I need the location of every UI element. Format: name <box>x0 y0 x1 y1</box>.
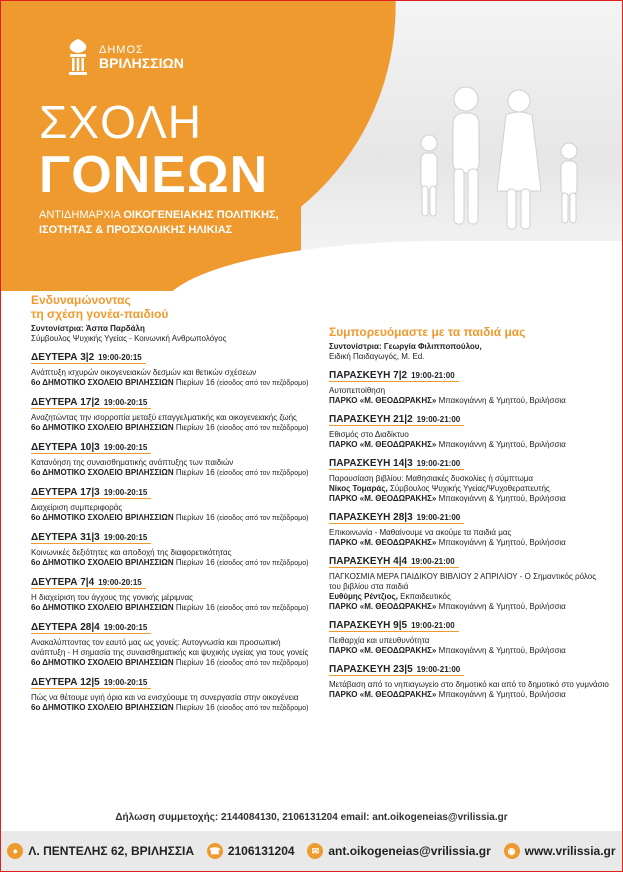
event-time: 19:00-20:15 <box>103 623 148 632</box>
event-description <box>329 572 609 602</box>
event-date <box>31 442 151 454</box>
event-time: 19:00-21:00 <box>411 621 455 630</box>
event-item <box>31 397 311 434</box>
location-name: 6ο ΔΗΜΟΤΙΚΟ ΣΧΟΛΕΙΟ ΒΡΙΛΗΣΣΙΩΝ <box>31 558 174 567</box>
phone-text: 2106131204 <box>227 844 295 858</box>
location-address: Μπακογιάννη & Υμηττού, Βριλήσσια <box>438 690 566 699</box>
event-day: ΔΕΥΤΕΡΑ 10|3 <box>31 442 100 453</box>
event-location <box>329 690 609 700</box>
event-day: ΔΕΥΤΕΡΑ 3|2 <box>31 352 95 363</box>
event-location <box>31 603 311 614</box>
location-address: Μπακογιάννη & Υμηττού, Βριλήσσια <box>438 396 566 405</box>
event-date <box>31 487 151 499</box>
event-time: 19:00-21:00 <box>416 513 461 522</box>
event-location <box>31 378 311 389</box>
event-day: ΠΑΡΑΣΚΕΥΗ 21|2 <box>329 414 413 425</box>
event-time: 19:00-20:15 <box>103 488 148 497</box>
event-location <box>31 658 311 669</box>
event-item <box>329 370 609 406</box>
left-title-line2: τη σχέση γονέα-παιδιού <box>31 307 169 321</box>
title-line2: ΓΟΝΕΩΝ <box>39 146 269 204</box>
event-item <box>31 622 311 669</box>
event-time: 19:00-20:15 <box>103 678 148 687</box>
location-note: (είσοδος από τον πεζόδρομο) <box>216 380 309 387</box>
event-location <box>329 494 609 504</box>
event-description <box>31 368 311 378</box>
event-date <box>31 677 151 689</box>
location-name: ΠΑΡΚΟ «Μ. ΘΕΟΔΩΡΑΚΗΣ» <box>329 646 437 655</box>
event-description <box>31 548 311 558</box>
event-item <box>329 458 609 504</box>
location-name: 6ο ΔΗΜΟΤΙΚΟ ΣΧΟΛΕΙΟ ΒΡΙΛΗΣΣΙΩΝ <box>31 378 174 387</box>
coord-role: Σύμβουλος Ψυχικής Υγείας - Κοινωνική Ανθρωπολόγος <box>31 334 227 343</box>
footer-email[interactable] <box>307 843 490 859</box>
phone-icon: ☎ <box>207 843 223 859</box>
event-speaker <box>329 484 609 494</box>
event-location <box>31 468 311 479</box>
event-description <box>31 593 311 603</box>
event-time: 19:00-20:15 <box>103 398 148 407</box>
event-day: ΔΕΥΤΕΡΑ 28|4 <box>31 622 100 633</box>
event-day: ΔΕΥΤΕΡΑ 17|3 <box>31 487 100 498</box>
event-day: ΠΑΡΑΣΚΕΥΗ 28|3 <box>329 512 413 523</box>
location-note: (είσοδος από τον πεζόδρομο) <box>216 560 309 567</box>
column-emblem-icon <box>63 37 93 77</box>
address-text: Λ. ΠΕΝΤΕΛΗΣ 62, ΒΡΙΛΗΣΣΙΑ <box>28 844 195 858</box>
coord-label: Συντονίστρια: <box>329 342 382 351</box>
left-event-list <box>31 352 311 714</box>
location-address: Πιερίων 16 <box>175 513 215 522</box>
coord-label: Συντονίστρια: <box>31 324 84 333</box>
event-location <box>31 703 311 714</box>
event-location <box>31 423 311 434</box>
event-item <box>329 664 609 700</box>
event-desc-text: Κατανόηση της συναισθηματικής ανάπτυξης των παιδιών <box>31 458 234 467</box>
event-date <box>31 532 151 544</box>
envelope-icon: ✉ <box>307 843 323 859</box>
event-desc-text: Ανακαλύπτοντας τον εαυτό μας ως γονείς: Αυτογνωσία και προσωπική ανάπτυξη - Η σημασία της συναισθηματικής και ψυχικής υγείας για τους γονείς <box>31 638 309 657</box>
location-note: (είσοδος από τον πεζόδρομο) <box>216 425 309 432</box>
event-description <box>329 680 609 690</box>
event-time: 19:00-21:00 <box>416 415 461 424</box>
location-note: (είσοδος από τον πεζόδρομο) <box>216 705 309 712</box>
location-address: Μπακογιάννη & Υμηττού, Βριλήσσια <box>438 646 566 655</box>
subtitle-bold1: ΟΙΚΟΓΕΝΕΙΑΚΗΣ ΠΟΛΙΤΙΚΗΣ, <box>123 209 279 221</box>
event-desc-text: Πώς να θέτουμε υγιή όρια και να ενισχύουμε τη συνεργασία στην οικογένεια <box>31 693 299 702</box>
location-address: Μπακογιάννη & Υμηττού, Βριλήσσια <box>438 494 566 503</box>
event-date <box>31 352 146 364</box>
location-name: 6ο ΔΗΜΟΤΙΚΟ ΣΧΟΛΕΙΟ ΒΡΙΛΗΣΣΙΩΝ <box>31 703 174 712</box>
event-day: ΔΕΥΤΕΡΑ 7|4 <box>31 577 95 588</box>
event-location <box>31 513 311 524</box>
location-address: Μπακογιάννη & Υμηττού, Βριλήσσια <box>438 538 566 547</box>
location-name: 6ο ΔΗΜΟΤΙΚΟ ΣΧΟΛΕΙΟ ΒΡΙΛΗΣΣΙΩΝ <box>31 603 174 612</box>
left-section-title <box>31 293 311 321</box>
event-date <box>31 577 146 589</box>
location-name: 6ο ΔΗΜΟΤΙΚΟ ΣΧΟΛΕΙΟ ΒΡΙΛΗΣΣΙΩΝ <box>31 468 174 477</box>
speaker-name: Ευθύμης Ρέντζιος, <box>329 592 398 601</box>
location-note: (είσοδος από τον πεζόδρομο) <box>216 605 309 612</box>
logo-line2: ΒΡΙΛΗΣΣΙΩΝ <box>99 54 184 71</box>
left-title-line1: Ενδυναμώνοντας <box>31 293 131 307</box>
event-time: 19:00-20:15 <box>103 533 148 542</box>
event-desc-text: Αναζητώντας την ισορροπία μεταξύ επαγγελματικής και οικογενειακής ζωής <box>31 413 297 422</box>
speaker-role: Εκπαιδευτικός <box>400 592 451 601</box>
location-address: Μπακογιάννη & Υμηττού, Βριλήσσια <box>438 602 566 611</box>
event-desc-text: Μετάβαση από το νηπιαγωγείο στο δημοτικό και από το δημοτικό στο γυμνάσιο <box>329 680 609 689</box>
event-description <box>31 458 311 468</box>
event-day: ΔΕΥΤΕΡΑ 12|5 <box>31 677 100 688</box>
location-pin-icon: ● <box>7 843 23 859</box>
hero-banner <box>1 1 622 291</box>
location-note: (είσοδος από τον πεζόδρομο) <box>216 515 309 522</box>
event-location <box>329 538 609 548</box>
event-desc-text: Πειθαρχία και υπευθυνότητα <box>329 636 430 645</box>
event-speaker <box>329 592 609 602</box>
location-name: ΠΑΡΚΟ «Μ. ΘΕΟΔΩΡΑΚΗΣ» <box>329 440 437 449</box>
event-description <box>31 638 311 658</box>
event-item <box>329 556 609 612</box>
footer-address <box>7 843 194 859</box>
event-date <box>329 620 459 632</box>
event-time: 19:00-20:15 <box>98 353 142 362</box>
event-item <box>31 577 311 614</box>
left-coordinator <box>31 324 311 344</box>
right-section-title: Συμπορευόμαστε με τα παιδιά μας <box>329 325 526 339</box>
location-note: (είσοδος από τον πεζόδρομο) <box>216 470 309 477</box>
event-time: 19:00-20:15 <box>103 443 148 452</box>
coord-name: Άσπα Παρδάλη <box>85 324 145 333</box>
footer-website[interactable] <box>504 843 616 859</box>
speaker-role: Σύμβουλος Ψυχικής Υγείας/Ψυχοθεραπευτής <box>389 484 550 493</box>
location-name: ΠΑΡΚΟ «Μ. ΘΕΟΔΩΡΑΚΗΣ» <box>329 396 437 405</box>
logo-line1: ΔΗΜΟΣ <box>99 43 144 56</box>
event-date <box>329 664 464 676</box>
event-item <box>31 532 311 569</box>
subtitle <box>39 208 279 238</box>
location-address: Μπακογιάννη & Υμηττού, Βριλήσσια <box>438 440 566 449</box>
footer-bar <box>1 831 622 871</box>
event-item <box>329 620 609 656</box>
event-day: ΠΑΡΑΣΚΕΥΗ 4|4 <box>329 556 408 567</box>
event-location <box>329 440 609 450</box>
event-description <box>31 413 311 423</box>
location-name: 6ο ΔΗΜΟΤΙΚΟ ΣΧΟΛΕΙΟ ΒΡΙΛΗΣΣΙΩΝ <box>31 423 174 432</box>
event-description <box>329 528 609 538</box>
event-time: 19:00-21:00 <box>416 665 461 674</box>
location-address: Πιερίων 16 <box>175 378 215 387</box>
event-time: 19:00-20:15 <box>98 578 142 587</box>
location-note: (είσοδος από τον πεζόδρομο) <box>216 660 309 667</box>
email-text[interactable]: ant.oikogeneias@vrilissia.gr <box>328 844 491 858</box>
right-column <box>329 325 609 700</box>
event-day: ΠΑΡΑΣΚΕΥΗ 14|3 <box>329 458 413 469</box>
event-desc-text: Διαχείριση συμπεριφοράς <box>31 503 123 512</box>
left-column <box>31 293 311 714</box>
event-item <box>329 512 609 548</box>
title-line1: ΣΧΟΛΗ <box>39 96 203 148</box>
event-item <box>31 677 311 714</box>
event-item <box>31 442 311 479</box>
speaker-name: Νίκος Τομαράς, <box>329 484 388 493</box>
event-day: ΠΑΡΑΣΚΕΥΗ 9|5 <box>329 620 408 631</box>
coord-name: Γεωργία Φιλιπποπούλου, <box>383 342 482 351</box>
event-date <box>31 397 151 409</box>
event-desc-text: Ανάπτυξη ισχυρών οικογενειακών δεσμών και θετικών σχέσεων <box>31 368 257 377</box>
event-date <box>329 512 464 524</box>
location-name: ΠΑΡΚΟ «Μ. ΘΕΟΔΩΡΑΚΗΣ» <box>329 602 437 611</box>
event-time: 19:00-21:00 <box>416 459 461 468</box>
event-desc-text: Η διαχείριση του άγχους της γονικής μέριμνας <box>31 593 193 602</box>
location-name: 6ο ΔΗΜΟΤΙΚΟ ΣΧΟΛΕΙΟ ΒΡΙΛΗΣΣΙΩΝ <box>31 513 174 522</box>
event-desc-text: Εθισμός στο Διαδίκτυο <box>329 430 409 439</box>
event-desc-text: Κοινωνικές δεξιότητες και αποδοχή της διαφορετικότητας <box>31 548 232 557</box>
event-description <box>329 386 609 396</box>
event-location <box>329 396 609 406</box>
event-description <box>31 503 311 513</box>
location-address: Πιερίων 16 <box>175 658 215 667</box>
event-desc-text: ΠΑΓΚΟΣΜΙΑ ΜΕΡΑ ΠΑΙΔΙΚΟΥ ΒΙΒΛΙΟΥ 2 ΑΠΡΙΛΙΟΥ - Ο Σημαντικός ρόλος του βιβλίου στα παιδιά <box>329 572 597 591</box>
location-address: Πιερίων 16 <box>175 558 215 567</box>
event-day: ΠΑΡΑΣΚΕΥΗ 23|5 <box>329 664 413 675</box>
event-date <box>329 458 464 470</box>
event-date <box>31 622 151 634</box>
event-description <box>329 636 609 646</box>
event-day: ΠΑΡΑΣΚΕΥΗ 7|2 <box>329 370 408 381</box>
event-item <box>329 414 609 450</box>
location-name: ΠΑΡΚΟ «Μ. ΘΕΟΔΩΡΑΚΗΣ» <box>329 538 437 547</box>
registration-contact: Δήλωση συμμετοχής: 2144084130, 2106131204 email: ant.oikogeneias@vrilissia.gr <box>115 812 508 823</box>
event-date <box>329 556 459 568</box>
event-desc-text: Αυτοπεποίθηση <box>329 386 386 395</box>
globe-icon: ◉ <box>504 843 520 859</box>
coord-role: Ειδική Παιδαγωγός, M. Ed. <box>329 352 425 361</box>
event-day: ΔΕΥΤΕΡΑ 31|3 <box>31 532 100 543</box>
event-description <box>329 430 609 440</box>
location-name: ΠΑΡΚΟ «Μ. ΘΕΟΔΩΡΑΚΗΣ» <box>329 690 437 699</box>
event-time: 19:00-21:00 <box>411 557 455 566</box>
event-date <box>329 414 464 426</box>
website-link[interactable]: www.vrilissia.gr <box>524 844 616 858</box>
event-desc-text: Επικοινωνία - Μαθαίνουμε να ακούμε τα παιδιά μας <box>329 528 512 537</box>
event-description <box>329 474 609 494</box>
right-coordinator <box>329 342 609 362</box>
event-day: ΔΕΥΤΕΡΑ 17|2 <box>31 397 100 408</box>
event-location <box>329 602 609 612</box>
subtitle-bold2: ΙΣΟΤΗΤΑΣ & ΠΡΟΣΧΟΛΙΚΗΣ ΗΛΙΚΙΑΣ <box>39 224 233 236</box>
municipality-logo <box>63 37 184 77</box>
event-desc-text: Παρουσίαση βιβλίου: Μαθησιακές δυσκολίες ή σύμπτωμα <box>329 474 533 483</box>
event-time: 19:00-21:00 <box>411 371 455 380</box>
subtitle-prefix: ΑΝΤΙΔΗΜΑΡΧΙΑ <box>39 209 121 221</box>
footer-phone <box>207 843 295 859</box>
event-date <box>329 370 459 382</box>
event-location <box>329 646 609 656</box>
location-address: Πιερίων 16 <box>175 423 215 432</box>
location-address: Πιερίων 16 <box>175 703 215 712</box>
location-address: Πιερίων 16 <box>175 468 215 477</box>
location-address: Πιερίων 16 <box>175 603 215 612</box>
event-item <box>31 352 311 389</box>
event-location <box>31 558 311 569</box>
right-event-list <box>329 370 609 700</box>
location-name: 6ο ΔΗΜΟΤΙΚΟ ΣΧΟΛΕΙΟ ΒΡΙΛΗΣΣΙΩΝ <box>31 658 174 667</box>
location-name: ΠΑΡΚΟ «Μ. ΘΕΟΔΩΡΑΚΗΣ» <box>329 494 437 503</box>
event-description <box>31 693 311 703</box>
event-item <box>31 487 311 524</box>
